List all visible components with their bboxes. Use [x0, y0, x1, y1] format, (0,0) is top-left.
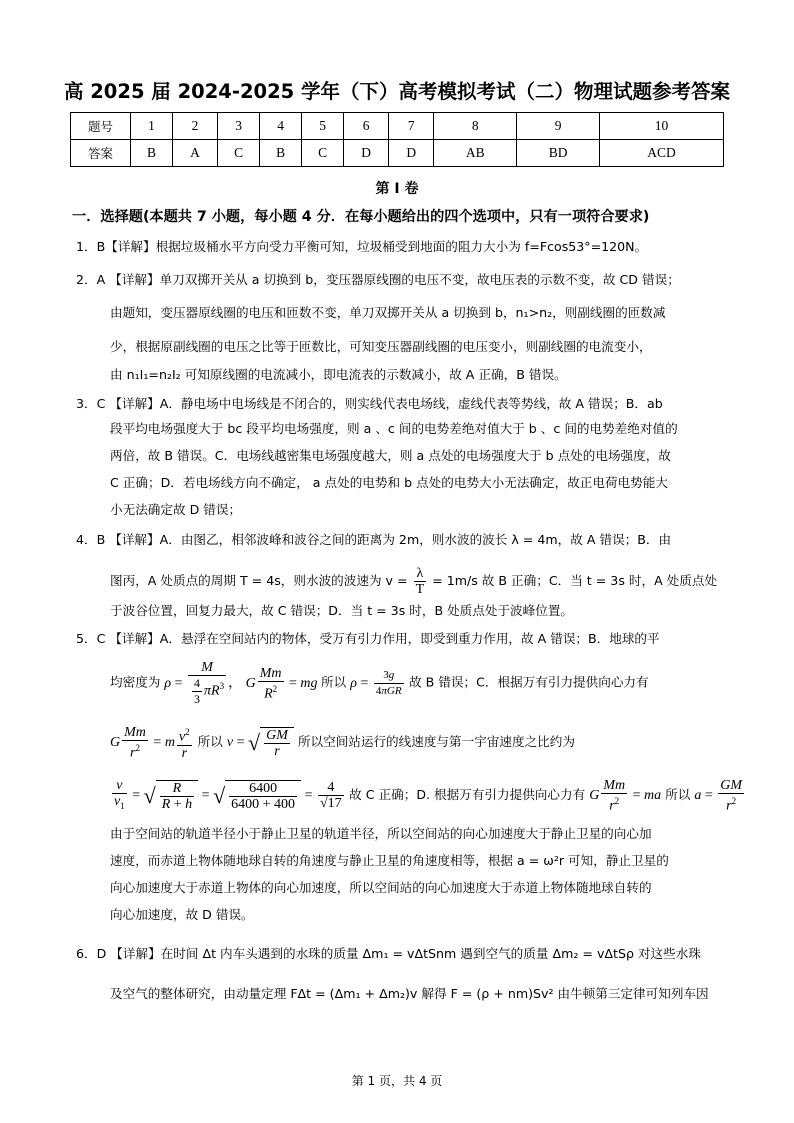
q5-text: 故 C 正确；D. 根据万有引力提供向心力有 — [349, 787, 586, 803]
page-footer: 第 1 页，共 4 页 — [351, 1074, 443, 1088]
q6-line: 及空气的整体研究，由动量定理 FΔt = (Δm₁ + Δm₂)v 解得 F = (ρ + nm)Sv² 由牛顿第三定律可知列车因 — [110, 986, 709, 1001]
answer-cell: AB — [434, 140, 517, 167]
q4-text: = 1m/s 故 B 正确；C．当 t = 3s 时，A 处质点处 — [432, 573, 718, 588]
answer-cell: D — [389, 140, 434, 167]
answer-cell: BD — [517, 140, 600, 167]
volume-label: 第 I 卷 — [375, 181, 419, 197]
q5-ratio-line — [110, 778, 746, 814]
question-number: 1 — [131, 113, 173, 140]
q5-text: 所以 — [197, 734, 223, 750]
q4-line: 于波谷位置，回复力最大，故 C 错误；D．当 t = 3s 时，B 处质点处于波峰位置。 — [110, 603, 574, 618]
row-label-number: 题号 — [71, 113, 131, 140]
question-number: 2 — [173, 113, 218, 140]
question-number: 4 — [260, 113, 302, 140]
density-result-formula: ρ = $\frac{3g}{\text{4πGR}}$ — [350, 669, 402, 697]
question-number: 10 — [600, 113, 724, 140]
q5-text: 所以空间站运行的线速度与第一宇宙速度之比约为 — [297, 734, 575, 750]
question-number: 9 — [517, 113, 600, 140]
q5-line: 向心加速度大于赤道上物体的向心加速度，所以空间站的向心加速度大于赤道上物体随地球自转的 — [110, 880, 652, 895]
q5-velocity-line — [110, 725, 575, 761]
q5-text: 所以 — [665, 787, 691, 803]
wave-speed-fraction — [414, 566, 427, 597]
answer-table-answer-row — [71, 140, 724, 167]
q5-density-line — [110, 660, 649, 707]
answer-table — [70, 112, 724, 167]
answer-cell: C — [302, 140, 344, 167]
fraction-denominator: T — [415, 582, 425, 597]
question-number: 8 — [434, 113, 517, 140]
answer-table-number-row — [71, 113, 724, 140]
question-number: 3 — [218, 113, 260, 140]
answer-cell: B — [131, 140, 173, 167]
q2-line: 由题知，变压器原线圈的电压和匝数不变，单刀双掷开关从 a 切换到 b，n₁>n₂，则副线圈的匝数减 — [110, 305, 666, 320]
acceleration-result-formula: a = $\frac{GM}{r^2}$ — [694, 778, 743, 814]
answer-cell: C — [218, 140, 260, 167]
question-number: 5 — [302, 113, 344, 140]
q5-text: 故 B 错误；C．根据万有引力提供向心力有 — [409, 674, 649, 690]
q2-line: 2．A 【详解】单刀双掷开关从 a 切换到 b，变压器原线圈的电压不变，故电压表的示数不变，故 CD 错误； — [76, 272, 680, 287]
q5-text: 所以 — [321, 674, 347, 690]
question-number: 6 — [344, 113, 389, 140]
q3-line: C 正确；D．若电场线方向不确定， a 点处的电势和 b 点处的电势大小无法确定，故正电荷电势能大 — [110, 475, 668, 490]
row-label-answer: 答案 — [71, 140, 131, 167]
q4-text: 图丙，A 处质点的周期 T = 4s，则水波的波速为 v = — [110, 573, 408, 588]
q2-line: 由 n₁I₁=n₂I₂ 可知原线圈的电流减小，即电流表的示数减小，故 A 正确，B 错误。 — [110, 367, 567, 382]
q5-line: 由于空间站的轨道半径小于静止卫星的轨道半径，所以空间站的向心加速度大于静止卫星的向心加 — [110, 826, 652, 841]
q2-line: 少，根据原副线圈的电压之比等于匝数比，可知变压器副线圈的电压变小，则副线圈的电流变小， — [110, 339, 652, 354]
q5-text: 均密度为 — [110, 674, 161, 690]
answer-cell: D — [344, 140, 389, 167]
question-number: 7 — [389, 113, 434, 140]
answer-cell: B — [260, 140, 302, 167]
gravity-centripetal-formula: G $\frac{Mm}{r^2}$ = m $\frac{v^2}{r}$ — [110, 725, 190, 761]
section-heading: 一．选择题(本题共 7 小题，每小题 4 分．在每小题给出的四个选项中，只有一项符合要求) — [72, 209, 650, 225]
acceleration-formula: G $\frac{Mm}{r^2}$ = ma — [589, 778, 662, 814]
fraction-numerator: λ — [414, 566, 427, 582]
q5-line: 5．C 【详解】A．悬浮在空间站内的物体，受万有引力作用，即受到重力作用，故 A 错误；B．地球的平 — [76, 631, 660, 646]
q6-line: 6．D 【详解】在时间 Δt 内车头遇到的水珠的质量 Δm₁ = vΔtSnm 遇到空气的质量 Δm₂ = vΔtSρ 对这些水珠 — [76, 946, 701, 961]
q4-line: 4．B 【详解】A．由图乙，相邻波峰和波谷之间的距离为 2m，则水波的波长 λ = 4m，故 A 错误；B．由 — [76, 532, 672, 547]
answer-cell: ACD — [600, 140, 724, 167]
q3-line: 段平均电场强度大于 bc 段平均电场强度，则 a 、c 间的电势差绝对值大于 b 、c 间的电势差绝对值的 — [110, 421, 678, 436]
velocity-formula: v = √ $\frac{GM}{r}$ — [227, 735, 294, 750]
q3-line: 两倍，故 B 错误。C．电场线越密集电场强度越大，则 a 点处的电场强度大于 b 点处的电场强度，故 — [110, 448, 671, 463]
q5-line: 向心加速度，故 D 错误。 — [110, 907, 254, 922]
velocity-ratio-formula: $\frac{v}{v_1}$ = √ $\frac{R}{R + h}$ = √ $\frac{6400}{6400 + 400}$ = $\frac{4}{√17}$ — [114, 778, 342, 812]
q4-line-with-fraction — [110, 566, 717, 597]
q1-line: 1．B【详解】根据垃圾桶水平方向受力平衡可知，垃圾桶受到地面的阻力大小为 f=Fcos53°=120N。 — [76, 239, 648, 254]
density-formula: ρ = M $\frac{4}{3}$ $\pi R^3$ ， G $\frac{Mm}{R^2}$ = mg — [164, 660, 318, 706]
q3-line: 小无法确定故 D 错误； — [110, 502, 242, 517]
answer-cell: A — [173, 140, 218, 167]
document-title: 高 2025 届 2024-2025 学年（下）高考模拟考试（二）物理试题参考答案 — [63, 80, 731, 103]
q3-line: 3．C 【详解】A．静电场中电场线是不闭合的，则实线代表电场线，虚线代表等势线，故 A 错误；B．ab — [76, 396, 663, 411]
q5-line: 速度，而赤道上物体随地球自转的角速度与静止卫星的角速度相等，根据 a = ω²r 可知，静止卫星的 — [110, 853, 669, 868]
